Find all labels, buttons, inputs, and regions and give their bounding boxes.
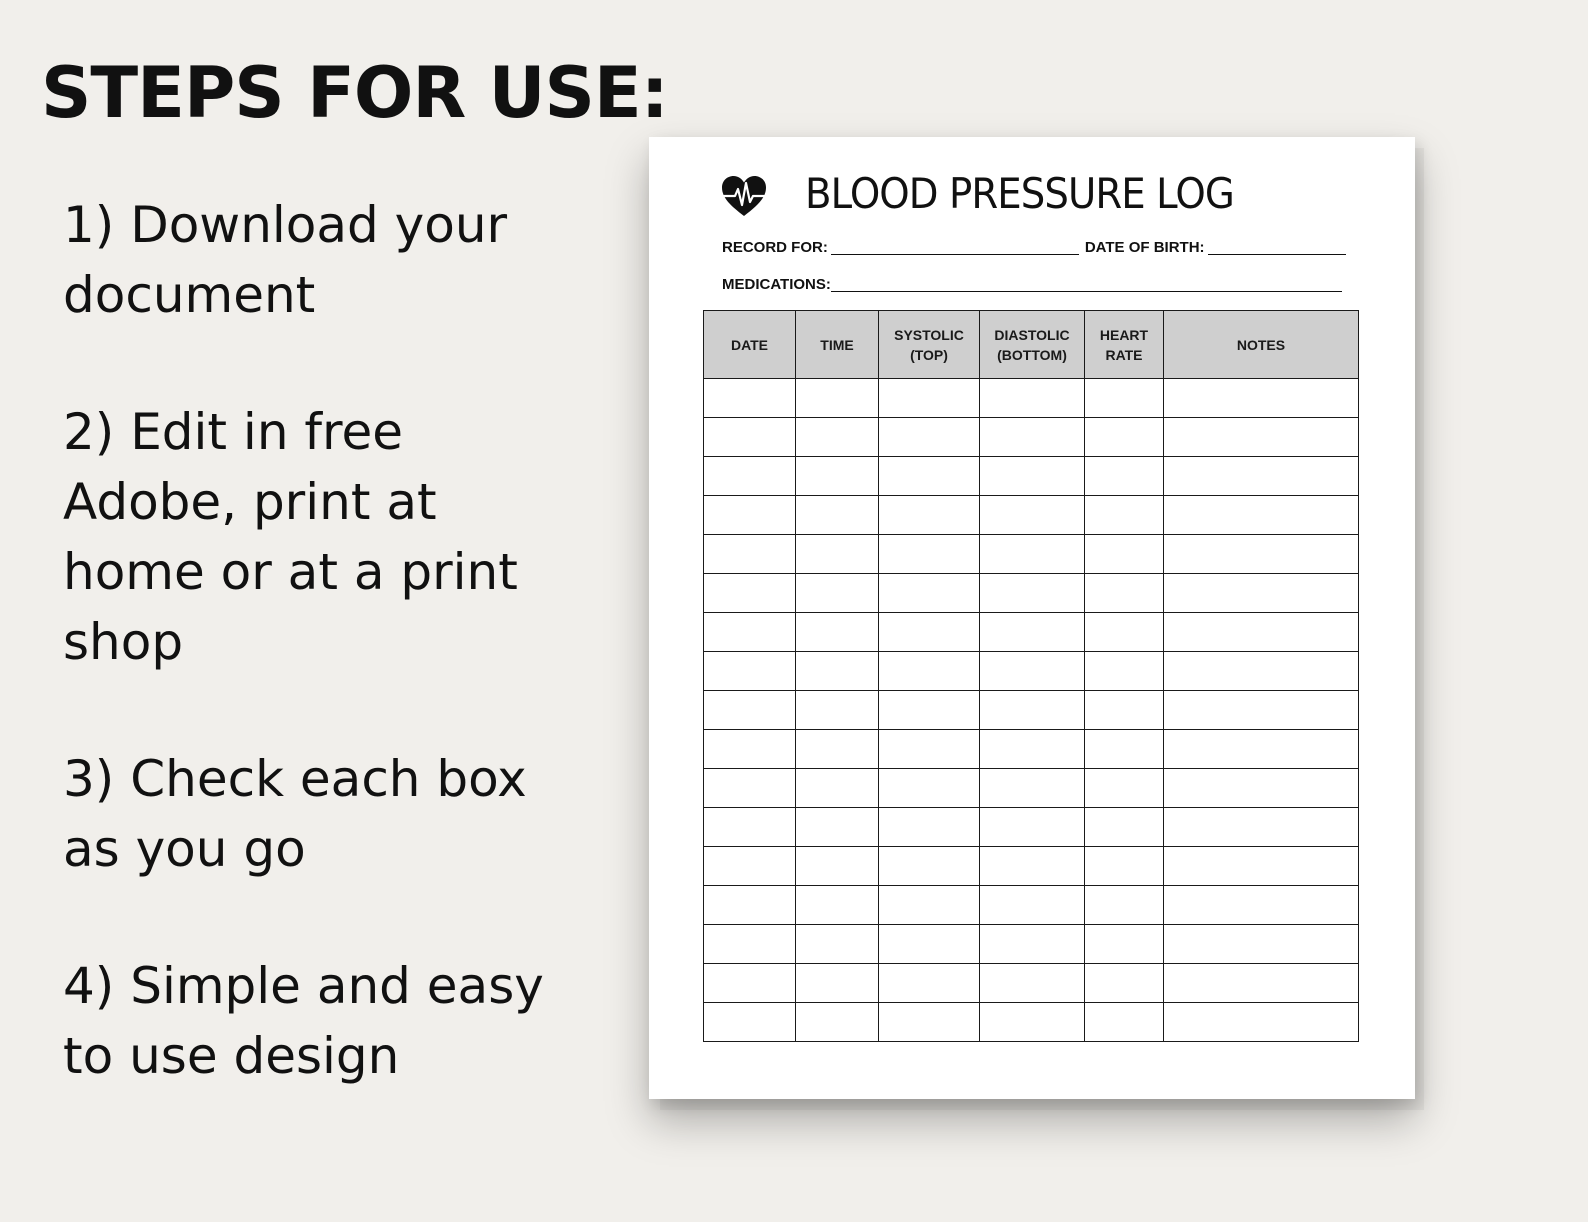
- table-header-row: [704, 311, 1359, 379]
- table-cell[interactable]: [1164, 379, 1359, 418]
- column-header-notes: NOTES: [1164, 311, 1359, 379]
- column-header-heart-rate: HEART RATE: [1085, 311, 1164, 379]
- table-row: [704, 379, 1359, 418]
- table-cell[interactable]: [796, 496, 879, 535]
- table-cell[interactable]: [796, 964, 879, 1003]
- blood-pressure-log-sheet: [649, 137, 1415, 1099]
- sheet-title: BLOOD PRESSURE LOG: [805, 169, 1234, 218]
- table-cell[interactable]: [704, 379, 796, 418]
- table-cell[interactable]: [1085, 964, 1164, 1003]
- table-cell[interactable]: [796, 808, 879, 847]
- table-cell[interactable]: [704, 886, 796, 925]
- table-cell[interactable]: [1164, 769, 1359, 808]
- table-row: [704, 418, 1359, 457]
- table-row: [704, 574, 1359, 613]
- table-cell[interactable]: [879, 652, 980, 691]
- date-of-birth-field[interactable]: [1208, 253, 1346, 255]
- table-cell[interactable]: [879, 808, 980, 847]
- column-header-diastolic: DIASTOLIC (BOTTOM): [980, 311, 1085, 379]
- table-cell[interactable]: [1085, 613, 1164, 652]
- table-cell[interactable]: [879, 691, 980, 730]
- table-row: [704, 925, 1359, 964]
- table-cell[interactable]: [980, 769, 1085, 808]
- table-cell[interactable]: [704, 769, 796, 808]
- table-cell[interactable]: [1085, 535, 1164, 574]
- table-cell[interactable]: [1085, 1003, 1164, 1042]
- table-cell[interactable]: [704, 808, 796, 847]
- table-cell[interactable]: [704, 925, 796, 964]
- table-cell[interactable]: [796, 847, 879, 886]
- table-cell[interactable]: [1164, 418, 1359, 457]
- table-row: [704, 730, 1359, 769]
- table-cell[interactable]: [796, 730, 879, 769]
- table-cell[interactable]: [1164, 652, 1359, 691]
- table-cell[interactable]: [1164, 574, 1359, 613]
- table-row: [704, 652, 1359, 691]
- table-cell[interactable]: [879, 925, 980, 964]
- table-cell[interactable]: [1164, 457, 1359, 496]
- table-cell[interactable]: [879, 418, 980, 457]
- table-cell[interactable]: [704, 730, 796, 769]
- table-row: [704, 769, 1359, 808]
- table-cell[interactable]: [796, 613, 879, 652]
- table-row: [704, 964, 1359, 1003]
- medications-field[interactable]: [831, 290, 1342, 292]
- table-cell[interactable]: [879, 496, 980, 535]
- table-cell[interactable]: [704, 418, 796, 457]
- date-of-birth-label: DATE OF BIRTH:: [1084, 239, 1205, 256]
- table-cell[interactable]: [1085, 691, 1164, 730]
- table-cell[interactable]: [980, 1003, 1085, 1042]
- table-cell[interactable]: [879, 574, 980, 613]
- table-cell[interactable]: [980, 886, 1085, 925]
- table-cell[interactable]: [879, 1003, 980, 1042]
- table-cell[interactable]: [1085, 418, 1164, 457]
- table-cell[interactable]: [879, 613, 980, 652]
- table-row: [704, 457, 1359, 496]
- table-cell[interactable]: [1164, 847, 1359, 886]
- medications-label: MEDICATIONS:: [722, 276, 831, 293]
- table-cell[interactable]: [1164, 925, 1359, 964]
- table-cell[interactable]: [796, 574, 879, 613]
- record-for-field[interactable]: [831, 253, 1079, 255]
- table-cell[interactable]: [704, 574, 796, 613]
- table-row: [704, 886, 1359, 925]
- table-cell[interactable]: [1085, 496, 1164, 535]
- table-row: [704, 496, 1359, 535]
- table-cell[interactable]: [1085, 457, 1164, 496]
- log-table: [703, 310, 1359, 1042]
- table-cell[interactable]: [1085, 808, 1164, 847]
- page-heading: STEPS FOR USE:: [41, 52, 668, 134]
- table-cell[interactable]: [1085, 652, 1164, 691]
- table-cell[interactable]: [980, 808, 1085, 847]
- table-cell[interactable]: [980, 613, 1085, 652]
- table-cell[interactable]: [879, 730, 980, 769]
- table-cell[interactable]: [980, 535, 1085, 574]
- table-cell[interactable]: [1085, 847, 1164, 886]
- table-row: [704, 535, 1359, 574]
- table-body: [704, 379, 1359, 1042]
- table-cell[interactable]: [1085, 886, 1164, 925]
- table-cell[interactable]: [704, 457, 796, 496]
- table-cell[interactable]: [1085, 574, 1164, 613]
- table-cell[interactable]: [1164, 964, 1359, 1003]
- table-cell[interactable]: [796, 1003, 879, 1042]
- table-cell[interactable]: [1164, 808, 1359, 847]
- table-cell[interactable]: [879, 457, 980, 496]
- record-for-row: [722, 239, 1346, 258]
- table-cell[interactable]: [980, 496, 1085, 535]
- table-cell[interactable]: [879, 886, 980, 925]
- table-cell[interactable]: [980, 457, 1085, 496]
- step-item: 1) Download your document: [63, 196, 508, 324]
- table-cell[interactable]: [796, 457, 879, 496]
- medications-row: [722, 276, 1342, 295]
- table-cell[interactable]: [704, 613, 796, 652]
- column-header-time: TIME: [796, 311, 879, 379]
- table-cell[interactable]: [980, 847, 1085, 886]
- table-cell[interactable]: [1085, 925, 1164, 964]
- table-row: [704, 808, 1359, 847]
- table-cell[interactable]: [1164, 1003, 1359, 1042]
- table-cell[interactable]: [796, 652, 879, 691]
- table-row: [704, 1003, 1359, 1042]
- table-cell[interactable]: [980, 964, 1085, 1003]
- table-cell[interactable]: [879, 769, 980, 808]
- table-cell[interactable]: [1085, 379, 1164, 418]
- table-cell[interactable]: [980, 691, 1085, 730]
- table-cell[interactable]: [704, 535, 796, 574]
- table-cell[interactable]: [980, 379, 1085, 418]
- table-cell[interactable]: [980, 418, 1085, 457]
- step-item: 4) Simple and easy to use design: [63, 957, 544, 1085]
- table-cell[interactable]: [704, 652, 796, 691]
- table-cell[interactable]: [1085, 769, 1164, 808]
- table-cell[interactable]: [1085, 730, 1164, 769]
- table-row: [704, 691, 1359, 730]
- table-cell[interactable]: [1164, 613, 1359, 652]
- table-cell[interactable]: [1164, 496, 1359, 535]
- table-cell[interactable]: [704, 691, 796, 730]
- steps-list: [63, 190, 603, 1091]
- step-item: 2) Edit in free Adobe, print at home or at a print shop: [63, 403, 518, 671]
- table-row: [704, 847, 1359, 886]
- table-cell[interactable]: [879, 847, 980, 886]
- column-header-date: DATE: [704, 311, 796, 379]
- table-cell[interactable]: [879, 535, 980, 574]
- table-cell[interactable]: [980, 652, 1085, 691]
- table-cell[interactable]: [796, 379, 879, 418]
- heartbeat-heart-icon: [721, 175, 767, 217]
- table-cell[interactable]: [796, 418, 879, 457]
- table-cell[interactable]: [879, 379, 980, 418]
- table-cell[interactable]: [1164, 730, 1359, 769]
- table-cell[interactable]: [1164, 886, 1359, 925]
- table-cell[interactable]: [980, 574, 1085, 613]
- table-cell[interactable]: [980, 730, 1085, 769]
- table-cell[interactable]: [796, 886, 879, 925]
- table-cell[interactable]: [704, 1003, 796, 1042]
- column-header-systolic: SYSTOLIC (TOP): [879, 311, 980, 379]
- table-cell[interactable]: [879, 964, 980, 1003]
- table-cell[interactable]: [704, 847, 796, 886]
- table-cell[interactable]: [796, 535, 879, 574]
- table-cell[interactable]: [796, 925, 879, 964]
- table-cell[interactable]: [796, 691, 879, 730]
- record-for-label: RECORD FOR:: [722, 239, 828, 256]
- table-row: [704, 613, 1359, 652]
- table-cell[interactable]: [1164, 535, 1359, 574]
- table-cell[interactable]: [796, 769, 879, 808]
- table-cell[interactable]: [980, 925, 1085, 964]
- step-item: 3) Check each box as you go: [63, 750, 527, 878]
- table-cell[interactable]: [704, 964, 796, 1003]
- table-cell[interactable]: [1164, 691, 1359, 730]
- table-cell[interactable]: [704, 496, 796, 535]
